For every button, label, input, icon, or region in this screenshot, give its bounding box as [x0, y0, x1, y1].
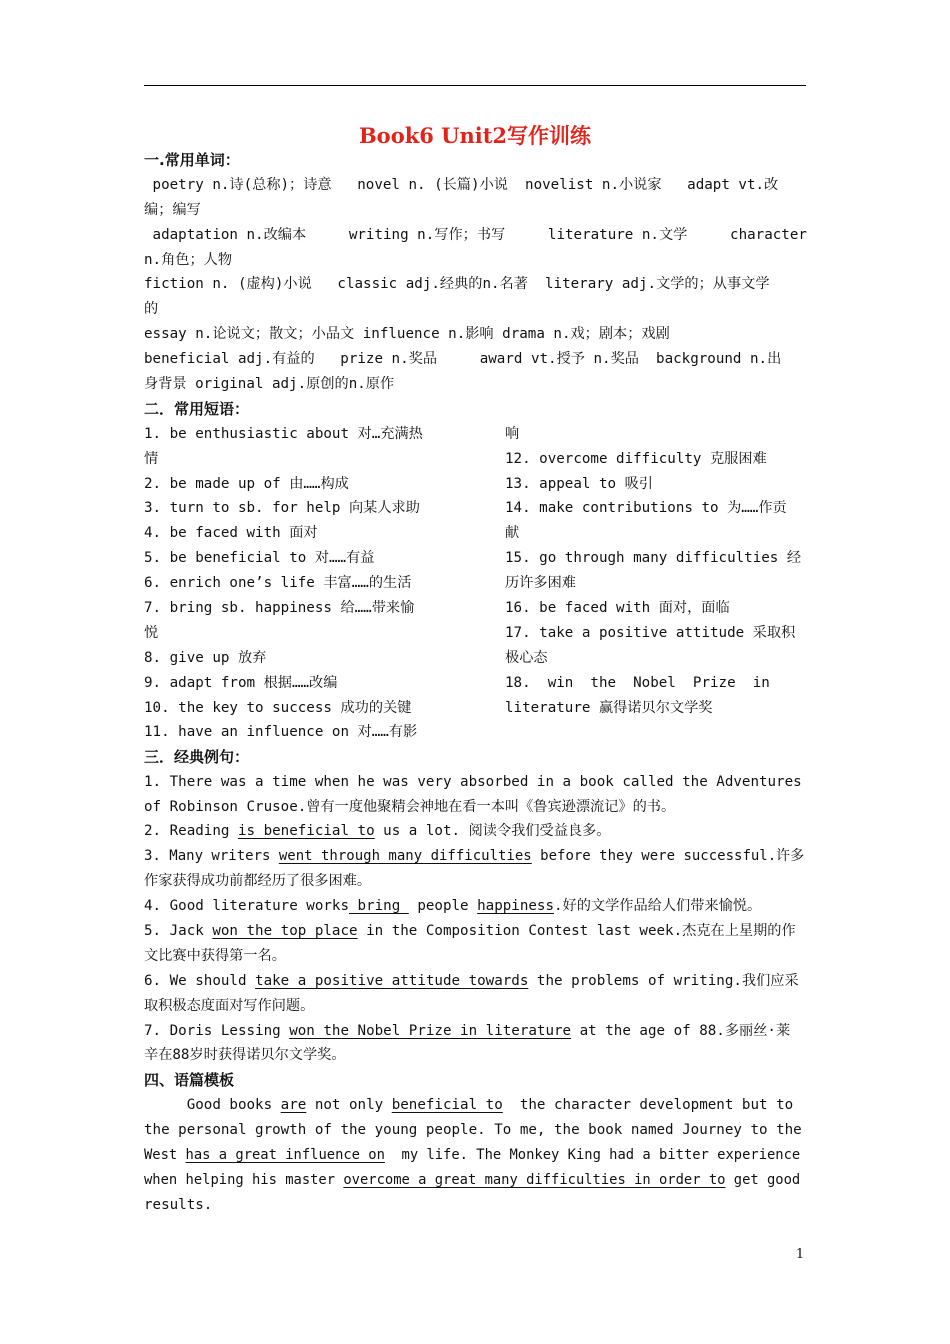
phrase-line: 18. win the Nobel Prize in — [505, 674, 770, 691]
phrase-line: 情 — [144, 450, 159, 467]
template-line: the personal growth of the young people. To me, the book named Journey to the — [144, 1122, 802, 1139]
example-text: 3. Many writers — [144, 848, 279, 865]
template-underlined: has a great influence on — [185, 1147, 385, 1164]
example-line: 文比赛中获得第一名。 — [144, 947, 286, 964]
template-text: get good — [725, 1171, 801, 1188]
phrase-line: 17. take a positive attitude 采取积 — [505, 624, 796, 641]
vocab-line: poetry n.诗(总称)；诗意 novel n. (长篇)小说 novelist n.小说家 adapt vt.改 — [144, 176, 779, 193]
phrase-line: 5. be beneficial to 对……有益 — [144, 550, 375, 567]
example-text: in the Composition Contest last week.杰克在上星期的作 — [357, 923, 796, 940]
phrases-right-column — [505, 422, 806, 721]
example-text: .好的文学作品给人们带来愉悦。 — [554, 898, 762, 915]
phrase-line: 7. bring sb. happiness 给……带来愉 — [144, 600, 415, 617]
example-line — [144, 1019, 806, 1044]
example-underlined: happiness — [477, 898, 555, 915]
template-underlined: beneficial to — [391, 1097, 503, 1114]
document-content — [144, 148, 806, 1218]
vocab-line: 的 — [144, 301, 159, 318]
header-rule — [144, 85, 806, 86]
phrase-line: 3. turn to sb. for help 向某人求助 — [144, 500, 420, 517]
template-line — [144, 1143, 806, 1168]
section-heading-vocab: 一.常用单词： — [144, 151, 240, 169]
example-line: 取积极态度面对写作问题。 — [144, 997, 315, 1014]
example-line — [144, 844, 806, 869]
example-underlined: take a positive attitude towards — [255, 972, 529, 989]
template-text: the character development but to — [502, 1097, 794, 1114]
vocab-line: essay n.论说文；散文；小品文 influence n.影响 drama n.戏；剧本；戏剧 — [144, 326, 670, 343]
example-line: 1. There was a time when he was very absorbed in a book called the Adventures — [144, 773, 802, 790]
phrase-line: 12. overcome difficulty 克服困难 — [505, 450, 767, 467]
vocab-line: 编；编写 — [144, 201, 201, 218]
example-text: people — [408, 898, 478, 915]
phrase-line: 16. be faced with 面对，面临 — [505, 600, 730, 617]
template-line: results. — [144, 1196, 213, 1213]
vocab-line: n.角色；人物 — [144, 251, 233, 268]
example-text: 5. Jack — [144, 923, 213, 940]
example-underlined: went through many difficulties — [278, 848, 532, 865]
vocab-line: fiction n. (虚构)小说 classic adj.经典的n.名著 literary adj.文学的；从事文学 — [144, 276, 770, 293]
example-line — [144, 894, 806, 919]
example-line — [144, 969, 806, 994]
template-text: my life. The Monkey King had a bitter experience — [384, 1147, 801, 1164]
phrase-line: 历许多困难 — [505, 575, 576, 592]
page-title: Book6 Unit2写作训练 — [358, 123, 592, 148]
template-text: not only — [306, 1097, 392, 1114]
phrase-line: 响 — [505, 425, 520, 442]
phrase-line: 13. appeal to 吸引 — [505, 475, 653, 492]
example-underlined: won the top place — [212, 923, 358, 940]
example-line: 作家获得成功前都经历了很多困难。 — [144, 873, 372, 890]
example-text: 2. Reading — [144, 823, 238, 840]
vocab-line: 身背景 original adj.原创的n.原作 — [144, 376, 395, 393]
example-text: 6. We should — [144, 972, 256, 989]
section-heading-phrases: 二．常用短语： — [144, 399, 250, 418]
example-text: before they were successful.许多 — [531, 848, 805, 865]
example-line — [144, 919, 806, 944]
template-line — [144, 1168, 806, 1193]
example-line: 辛在88岁时获得诺贝尔文学奖。 — [144, 1047, 346, 1064]
phrase-line: 极心态 — [505, 649, 548, 666]
example-line — [144, 819, 806, 844]
section-heading-template: 四、语篇模板 — [144, 1071, 235, 1090]
vocab-line: beneficial adj.有益的 prize n.奖品 award vt.授予 n.奖品 background n.出 — [144, 351, 782, 368]
template-underlined: overcome a great many difficulties in order to — [343, 1171, 726, 1188]
phrase-line: 悦 — [144, 624, 159, 641]
example-underlined: won the Nobel Prize in literature — [289, 1022, 572, 1039]
phrase-line: 1. be enthusiastic about 对…充满热 — [144, 425, 423, 442]
phrase-line: 献 — [505, 525, 520, 542]
example-text: 7. Doris Lessing — [144, 1022, 290, 1039]
template-text: when helping his master — [144, 1171, 344, 1188]
example-text: the problems of writing.我们应采 — [528, 972, 799, 989]
phrase-line: 2. be made up of 由……构成 — [144, 475, 349, 492]
phrases-columns — [144, 422, 806, 745]
phrase-line: 9. adapt from 根据……改编 — [144, 674, 338, 691]
example-text: 4. Good literature works — [144, 898, 349, 915]
example-line: of Robinson Crusoe.曾有一度他聚精会神地在看一本叫《鲁宾逊漂流记》的书。 — [144, 798, 676, 815]
phrases-left-column — [144, 422, 454, 746]
phrase-line: 6. enrich one’s life 丰富……的生活 — [144, 575, 412, 592]
example-text: at the age of 88.多丽丝·莱 — [571, 1022, 791, 1039]
template-text: Good books — [144, 1097, 281, 1114]
section-heading-examples: 三．经典例句： — [144, 747, 250, 766]
example-underlined: is beneficial to — [237, 823, 375, 840]
template-text: West — [144, 1147, 186, 1164]
phrase-line: 4. be faced with 面对 — [144, 525, 318, 542]
example-text: us a lot. 阅读令我们受益良多。 — [374, 823, 611, 840]
template-underlined: are — [280, 1097, 307, 1114]
phrase-line: 14. make contributions to 为……作贡 — [505, 500, 787, 517]
example-underlined: bring — [349, 898, 409, 915]
phrase-line: 8. give up 放弃 — [144, 649, 267, 666]
vocab-line: adaptation n.改编本 writing n.写作；书写 literature n.文学 character — [144, 226, 807, 243]
page-number: 1 — [795, 1247, 805, 1262]
phrase-line: 10. the key to success 成功的关键 — [144, 699, 412, 716]
phrase-line: literature 赢得诺贝尔文学奖 — [505, 699, 713, 716]
phrase-line: 11. have an influence on 对……有影 — [144, 724, 418, 741]
template-line — [144, 1093, 806, 1118]
phrase-line: 15. go through many difficulties 经 — [505, 550, 802, 567]
